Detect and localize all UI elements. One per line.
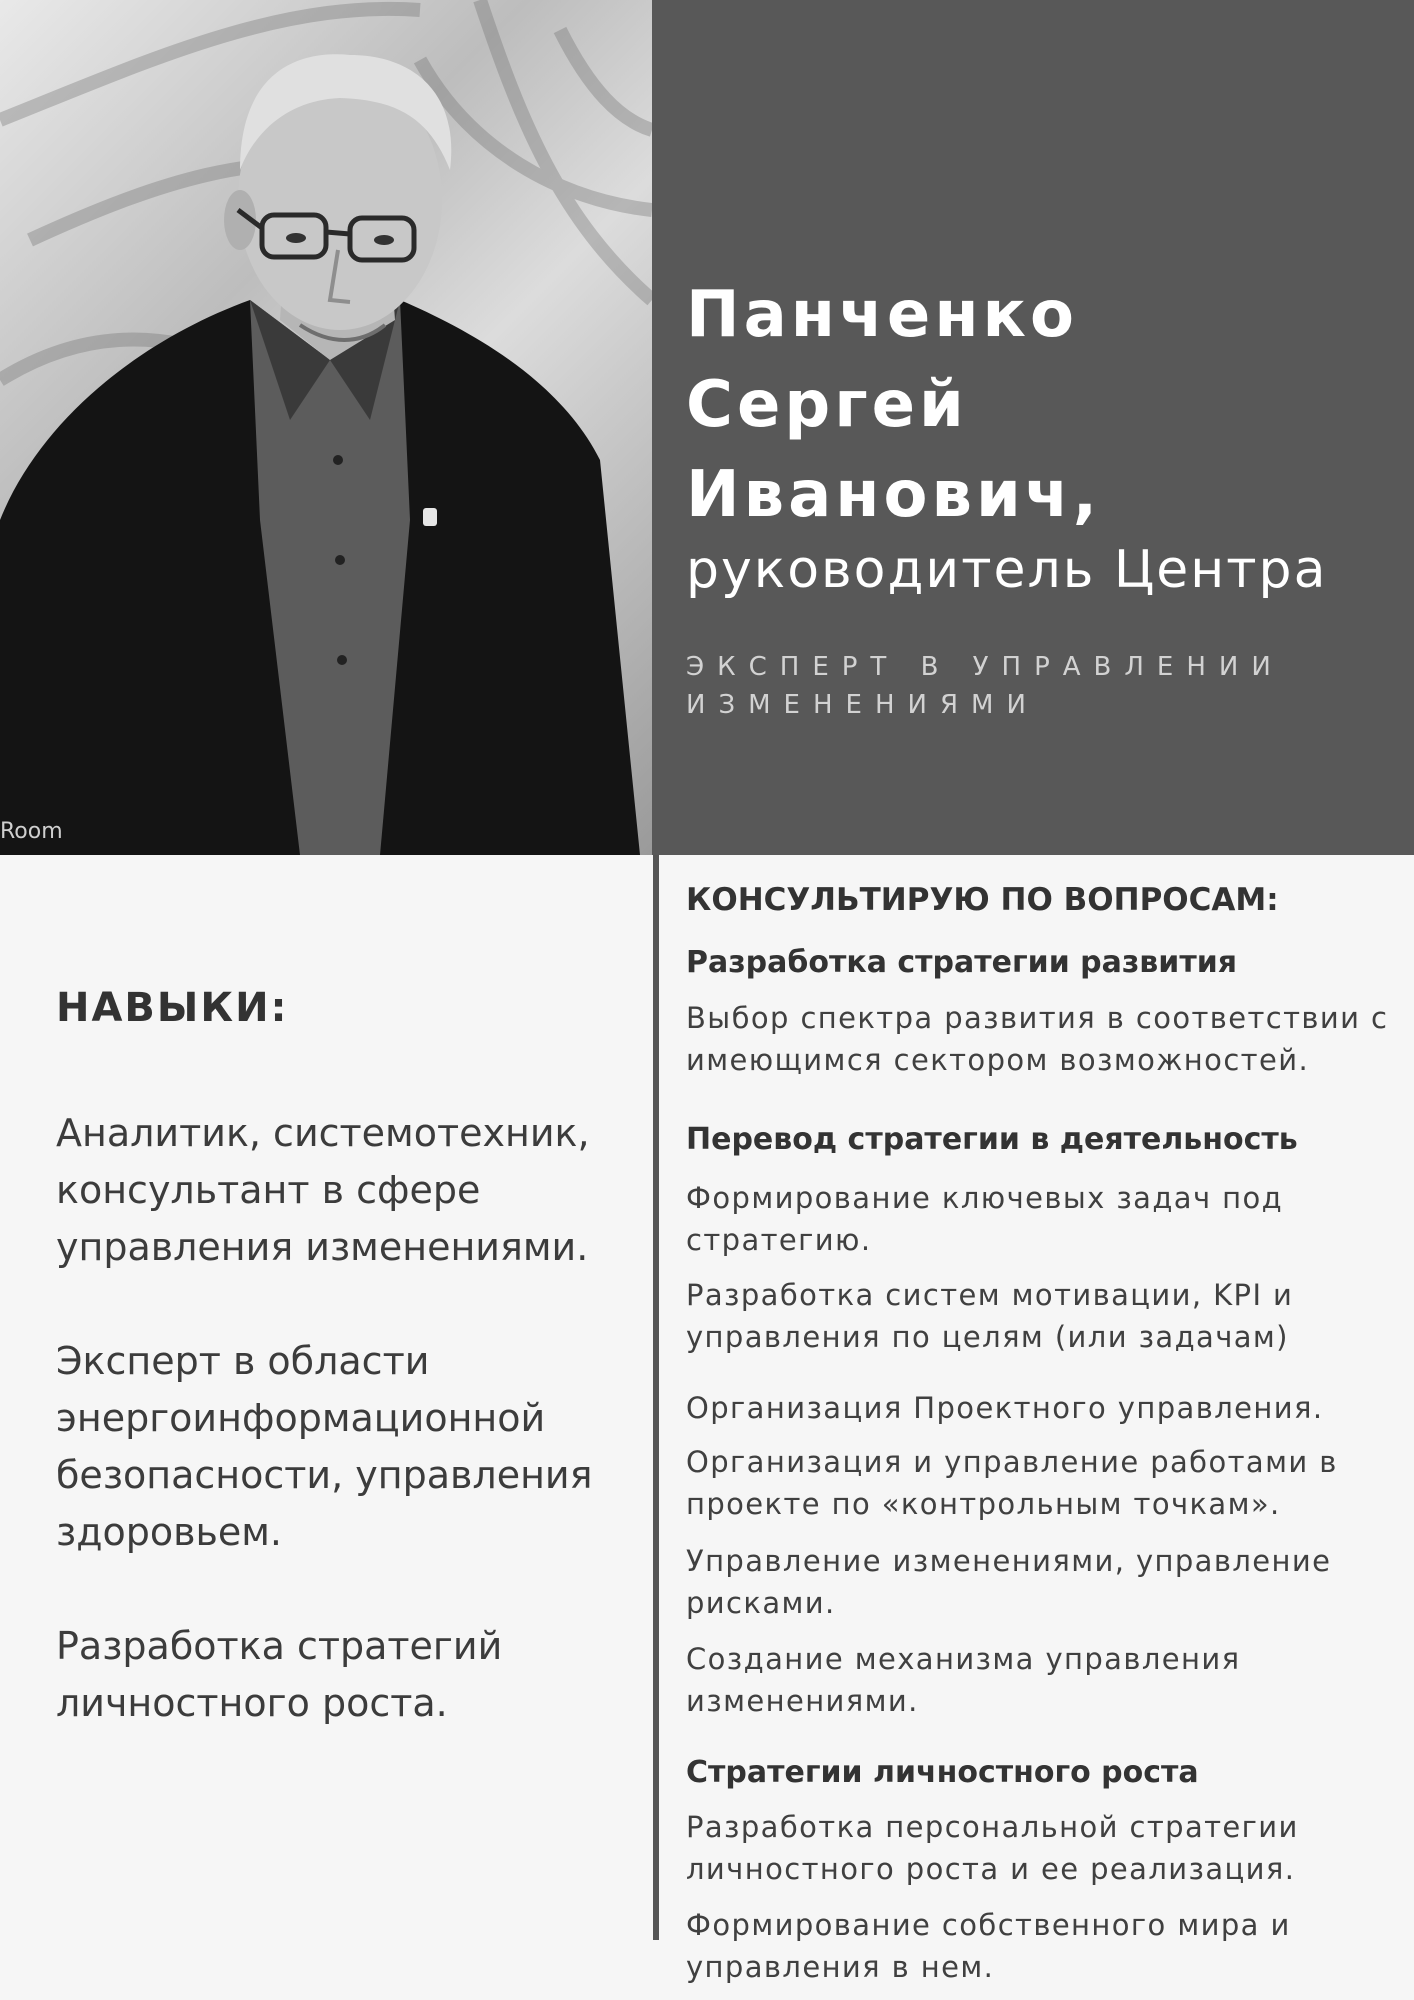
skills-paragraph-3: Разработка стратегий личностного роста. <box>56 1624 503 1725</box>
name-line-first: Сергей <box>686 368 968 442</box>
photo-watermark: Room <box>0 819 63 844</box>
name-line-patronymic: Иванович, <box>686 458 1102 532</box>
name-line-surname: Панченко <box>686 278 1078 352</box>
section-title-implementation: Перевод стратегии в деятельность <box>686 1122 1298 1157</box>
consulting-item: Разработка систем мотивации, KPI и управления по целям (или задачам) <box>686 1278 1294 1354</box>
consulting-item: Организация Проектного управления. <box>686 1391 1324 1425</box>
consulting-item: Выбор спектра развития в соответствии с имеющимся сектором возможностей. <box>686 1001 1389 1077</box>
skills-heading: НАВЫКИ: <box>56 985 289 1031</box>
tagline-line-2: ИЗМЕНЕНИЯМИ <box>686 690 1039 720</box>
consulting-item: Управление изменениями, управление рисками. <box>686 1544 1332 1620</box>
portrait-photo <box>0 0 652 855</box>
consulting-item: Разработка персональной стратегии личностного роста и ее реализация. <box>686 1810 1299 1886</box>
consulting-item: Формирование ключевых задач под стратегию. <box>686 1181 1284 1257</box>
section-title-strategy: Разработка стратегии развития <box>686 945 1237 980</box>
skills-paragraph-1: Аналитик, системотехник, консультант в сфере управления изменениями. <box>56 1111 590 1269</box>
consulting-item: Формирование собственного мира и управления в нем. <box>686 1908 1291 1984</box>
section-title-personal-growth: Стратегии личностного роста <box>686 1755 1199 1790</box>
consulting-item: Организация и управление работами в проекте по «контрольным точкам». <box>686 1445 1338 1521</box>
portrait-illustration <box>0 0 652 855</box>
consulting-heading: КОНСУЛЬТИРУЮ ПО ВОПРОСАМ: <box>686 882 1279 918</box>
consulting-item: Создание механизма управления изменениями. <box>686 1642 1241 1718</box>
person-tagline <box>686 648 1386 724</box>
tagline-line-1: ЭКСПЕРТ В УПРАВЛЕНИИ <box>686 652 1284 682</box>
person-role: руководитель Центра <box>686 540 1328 600</box>
column-divider <box>653 855 659 1940</box>
skills-paragraph-2: Эксперт в области энергоинформационной безопасности, управления здоровьем. <box>56 1339 593 1554</box>
person-name <box>686 270 1386 540</box>
